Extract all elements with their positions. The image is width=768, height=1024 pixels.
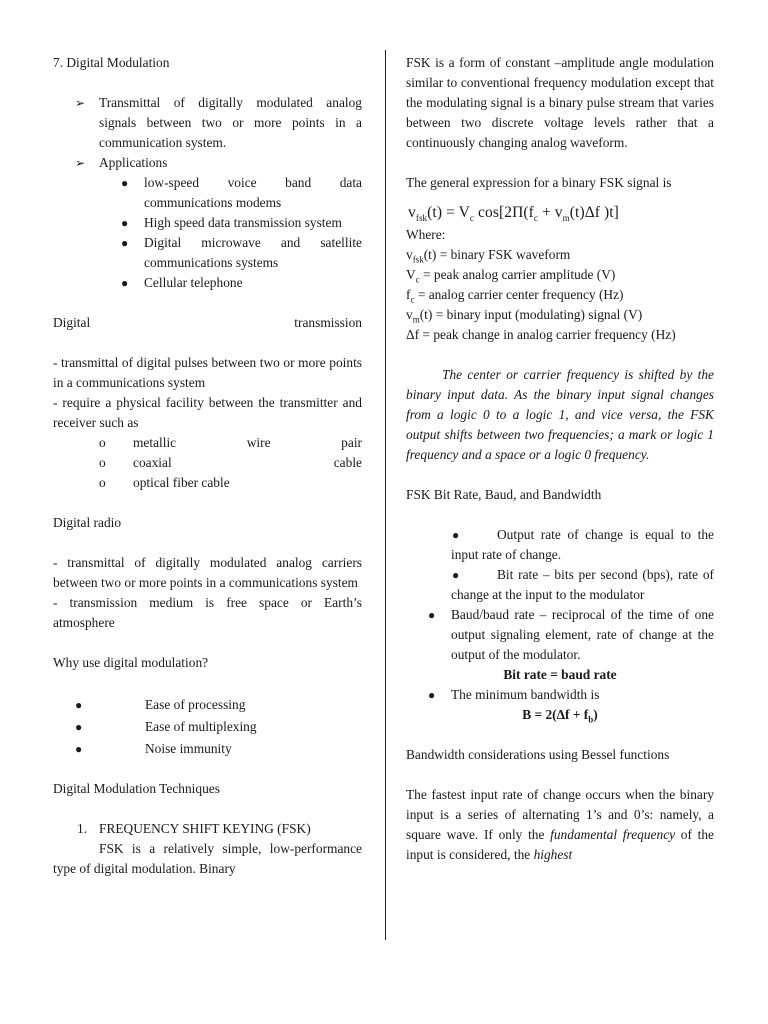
bitrate-item-text: The minimum bandwidth is (451, 687, 600, 702)
bitrate-item-text: Bit rate – bits per second (bps), rate of change at the input to the modulator (451, 567, 714, 602)
fsk-intro-paragraph: FSK is a form of constant –amplitude angle modulation similar to conventional frequency modulation except that the modulating signal is a binary pulse stream that varies between two discrete voltage levels rather that a continuously changing analog waveform. (406, 55, 714, 150)
bit-rate-equation: Bit rate = baud rate (503, 667, 617, 682)
digital-radio-heading: Digital radio (53, 515, 122, 530)
application-text: Cellular telephone (144, 275, 243, 290)
where-label: Where: (406, 227, 446, 242)
bullet-dot-icon: ● (75, 742, 83, 756)
arrow-item (53, 153, 362, 173)
bullet-dot-icon: ● (75, 698, 83, 712)
bullet-dot-icon: ● (428, 688, 436, 702)
media-item (53, 473, 362, 493)
fsk-heading (53, 819, 362, 839)
application-text: High speed data transmission system (144, 215, 342, 230)
bullet-dot-icon: ● (428, 608, 436, 622)
definition-line: $v_m(t)$ = binary input (modulating) signal (V) (406, 307, 643, 325)
arrow-item-text: Applications (99, 155, 168, 170)
why-item-text: Noise immunity (145, 741, 232, 756)
fastest-rate-paragraph: The fastest input rate of change occurs when the binary input is a series of alternating 1’s and 0’s: namely, a square wave. If only the fundamental frequency of the input is considered, the highest (406, 787, 715, 862)
bitrate-item (406, 685, 714, 705)
bullet-dot-icon: ● (452, 568, 460, 582)
bessel-heading: Bandwidth considerations using Bessel functions (406, 747, 670, 762)
o-bullet: o (99, 435, 106, 450)
media-text: coaxial cable (133, 455, 362, 470)
bullet-dot-icon: ● (452, 528, 460, 542)
digital-transmission-heading: Digital transmission (53, 315, 362, 330)
media-text: optical fiber cable (133, 475, 230, 490)
italic-paragraph: The center or carrier frequency is shifted by the binary input data. As the binary input signal changes from a logic 0 to a logic 1, and vice versa, the FSK output shifts between two frequencies; a mark or logic 1 frequency and a space or a logic 0 frequency. (406, 367, 714, 462)
definition-line: Δf = peak change in analog carrier frequency (Hz) (406, 327, 676, 342)
why-item (53, 695, 362, 715)
digital-transmission-text: - require a physical facility between the transmitter and receiver such as (53, 395, 362, 430)
arrow-bullet-icon: ➢ (75, 156, 86, 170)
techniques-heading: Digital Modulation Techniques (53, 781, 220, 796)
expression-intro: The general expression for a binary FSK signal is (406, 175, 672, 190)
application-text: low-speed voice band data communications modems (144, 175, 362, 210)
bullet-dot-icon: ● (121, 276, 129, 290)
arrow-item (53, 93, 362, 153)
bullet-dot-icon: ● (75, 720, 83, 734)
application-item (53, 173, 362, 213)
digital-radio-text: - transmittal of digitally modulated analog carriers between two or more points in a communications system (53, 555, 362, 590)
why-heading: Why use digital modulation? (53, 655, 209, 670)
bullet-dot-icon: ● (121, 216, 129, 230)
application-item (53, 233, 362, 273)
media-text: metallic wire pair (133, 435, 362, 450)
application-item (53, 273, 362, 293)
fsk-heading-text: FREQUENCY SHIFT KEYING (FSK) (99, 821, 311, 836)
arrow-bullet-icon: ➢ (75, 96, 86, 110)
definition-line: $v_{fsk}(t)$ = binary FSK waveform (406, 247, 571, 265)
bitrate-item (406, 605, 714, 665)
section-heading: 7. Digital Modulation (53, 55, 170, 70)
why-item (53, 739, 362, 759)
bandwidth-formula: $B = 2(\Delta f + f_b)$ (522, 707, 598, 725)
fsk-formula: $v_{fsk}(t) = V_c$ $\cos[2\Pi(f_c + v_m(t)\Delta f$ )t] (408, 204, 619, 224)
why-item-text: Ease of multiplexing (145, 719, 257, 734)
digital-radio-text: - transmission medium is free space or Earth’s atmosphere (53, 595, 362, 630)
bitrate-item-text: Baud/baud rate – reciprocal of the time of one output signaling element, rate of change at the output of the modulator. (451, 607, 714, 662)
o-bullet: o (99, 475, 106, 490)
definition-line: $f_c = analog$ carrier center frequency (Hz) (406, 287, 624, 305)
bitrate-heading: FSK Bit Rate, Baud, and Bandwidth (406, 487, 602, 502)
o-bullet: o (99, 455, 106, 470)
fsk-paragraph: FSK is a relatively simple, low-performance type of digital modulation. Binary (53, 841, 362, 876)
media-item (53, 433, 362, 453)
why-item (53, 717, 362, 737)
application-item (53, 213, 362, 233)
bitrate-item (406, 565, 714, 605)
media-item (53, 453, 362, 473)
bitrate-item-text: Output rate of change is equal to the input rate of change. (451, 527, 714, 562)
definition-line: $V_c$ = peak analog carrier amplitude (V) (406, 267, 616, 285)
digital-transmission-text: - transmittal of digital pulses between two or more points in a communications system (53, 355, 362, 390)
right-column (406, 53, 714, 865)
list-number: 1. (77, 821, 88, 836)
bullet-dot-icon: ● (121, 176, 129, 190)
column-divider (385, 50, 386, 940)
application-text: Digital microwave and satellite communications systems (144, 235, 362, 270)
bullet-dot-icon: ● (121, 236, 129, 250)
why-item-text: Ease of processing (145, 697, 246, 712)
bitrate-item (406, 525, 714, 565)
left-column (53, 53, 362, 879)
arrow-item-text: Transmittal of digitally modulated analog signals between two or more points in a communication system. (99, 95, 362, 150)
